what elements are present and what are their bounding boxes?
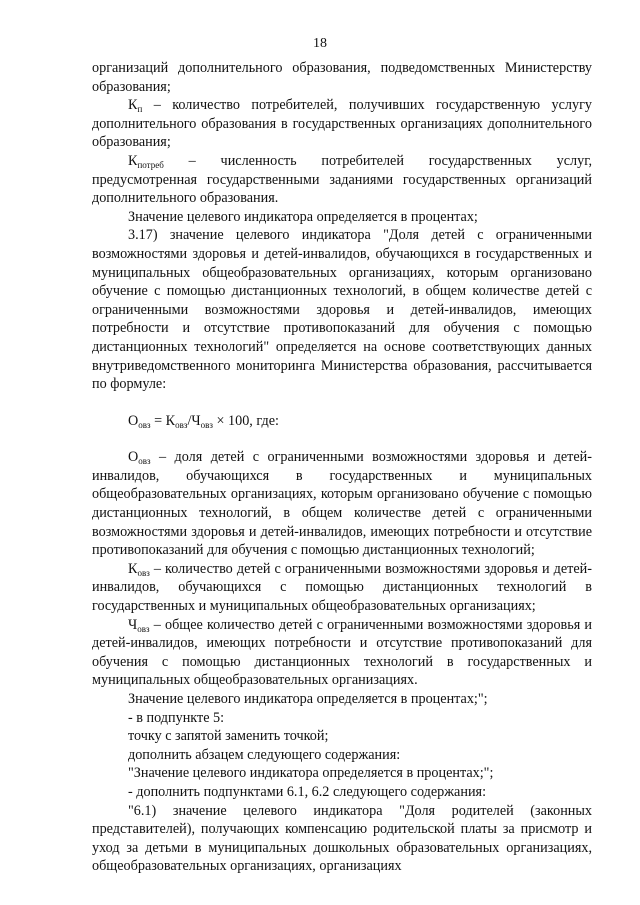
paragraph [92,764,592,783]
subscript: овз [137,623,150,634]
text-run: Значение целевого индикатора определяется в процентах; [128,208,478,225]
paragraph [92,96,592,152]
formula [92,412,592,431]
text-run: О [128,412,139,429]
paragraph [92,690,592,709]
text-run: – численность потребителей государственных услуг, предусмотренная государственными заданиями государственных организаций дополнительного образования. [92,152,592,207]
text-run: организаций дополнительного образования, подведомственных Министерству образования; [92,60,592,95]
text-run: К [128,152,138,169]
text-run: точку с запятой заменить точкой; [128,728,329,745]
text-run: – общее количество детей с ограниченными возможностями здоровья и детей-инвалидов, имеющих потребности и отсутствие противопоказаний для обучения с помощью дистанционных технологий в государственных и муниципальных общеобразовательных организациях. [92,616,592,689]
text-run: "Значение целевого индикатора определяется в процентах;"; [128,765,494,782]
text-run: - в подпункте 5: [128,709,225,726]
text-run: "6.1) значение целевого индикатора "Доля родителей (законных представителей), получающих компенсацию родительской платы за присмотр и уход за детьми в муниципальных дошкольных образовательных организациях, общеобразовательных организациях, организациях [92,802,592,875]
subscript: потреб [137,159,164,170]
paragraph [92,783,592,802]
text-run: О [128,449,139,466]
page-number: 18 [313,36,327,51]
paragraph [92,152,592,208]
paragraph [92,746,592,765]
subscript: овз [175,419,188,430]
paragraph [92,709,592,728]
text-run: /Ч [187,412,201,429]
paragraph [92,59,592,96]
text-run: К [128,97,138,114]
text-run: Значение целевого индикатора определяется в процентах;"; [128,691,488,707]
subscript: овз [138,456,151,467]
text-run: × 100, где: [212,412,279,429]
text-run: 3.17) значение целевого индикатора "Доля детей с ограниченными возможностями здоровья и детей-инвалидов, обучающихся в государственных и муниципальных общеобразовательных организациях, которым организовано обучение с помощью дистанционных технологий, в общем количестве детей с ограниченными возможностями здоровья и детей-инвалидов, имеющих потребности и отсутствие противопоказаний для обучения с помощью дистанционных технологий" определяется на основе соответствующих данных внутриведомственного мониторинга Министерства образования, рассчитывается по формуле: [92,227,592,393]
text-run: К [128,560,138,577]
text-run: - дополнить подпунктами 6.1, 6.2 следующего содержания: [128,783,487,800]
subscript: овз [137,567,150,578]
text-run: – количество детей с ограниченными возможностями здоровья и детей-инвалидов, обучающихся с помощью дистанционных технологий в государственных и муниципальных общеобразовательных организациях; [92,560,592,615]
paragraph [92,448,592,560]
spacer [92,394,592,412]
subscript: п [137,104,143,115]
paragraph [92,727,592,746]
paragraph [92,560,592,616]
text-run: дополнить абзацем следующего содержания: [128,746,401,763]
paragraph [92,802,592,876]
paragraph [92,616,592,690]
text-run: Ч [128,616,138,633]
paragraph [92,226,592,393]
document-body [92,59,592,876]
subscript: овз [138,419,151,430]
spacer [92,430,592,448]
subscript: овз [200,419,213,430]
text-run: – количество потребителей, получивших государственную услугу дополнительного образования в государственных организациях дополнительного образования; [92,97,592,151]
text-run: = К [150,412,176,429]
paragraph [92,208,592,227]
text-run: – доля детей с ограниченными возможностями здоровья и детей-инвалидов, обучающихся в государственных и муниципальных общеобразовательных организациях, которым организовано обучение с помощью дистанционных технологий, в общем количестве детей с ограниченными возможностями здоровья и детей-инвалидов, имеющих потребности и отсутствие противопоказаний для обучения с помощью дистанционных технологий; [92,449,592,559]
